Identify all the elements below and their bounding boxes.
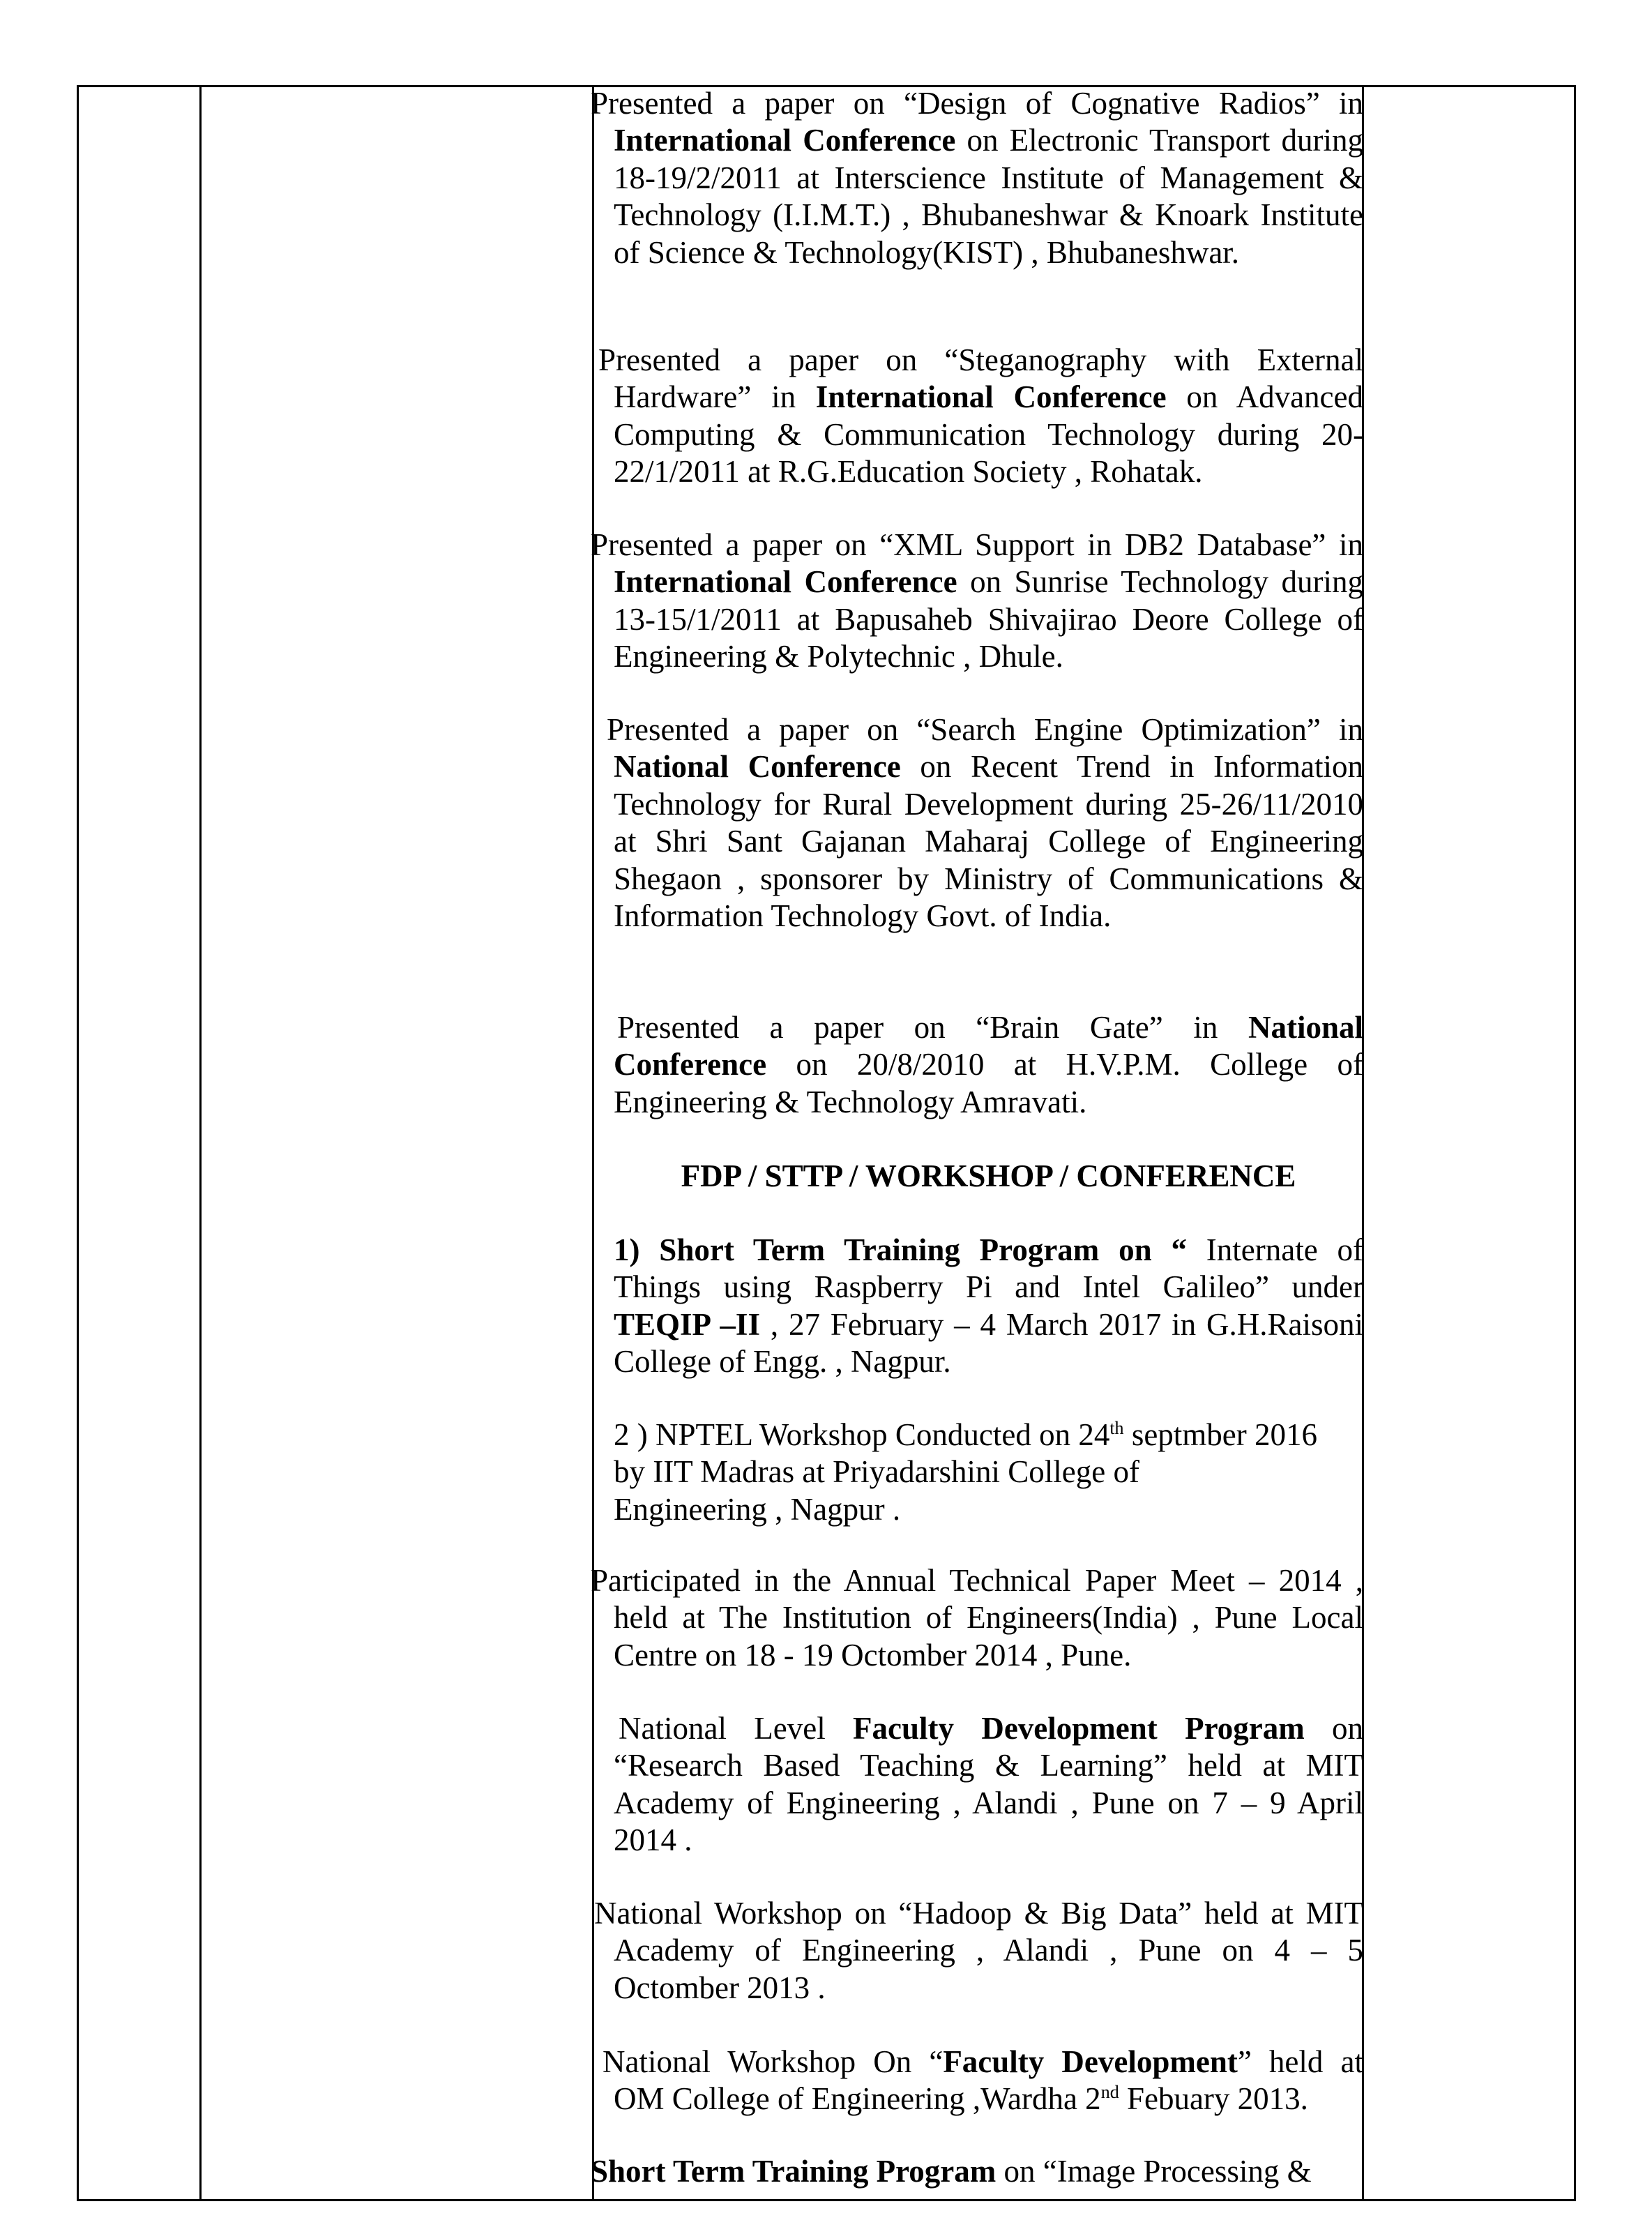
- entry-text: on Advanced Computing & Communication Technology during 20-22/1/2011 at R.G.Education Society , Rohatak.: [614, 379, 1363, 490]
- superscript: nd: [1100, 2082, 1119, 2103]
- entry-bold-text: International Conference: [614, 123, 956, 158]
- entry-text: on Sunrise Technology during 13-15/1/2011 at Bapusaheb Shivajirao Deore College of Engineering & Polytechnic , Dhule.: [614, 564, 1363, 674]
- entry-text: Presented a paper on “Design of Cognative Radios” in: [591, 86, 1363, 121]
- entry-text: on “Image Processing &: [996, 2154, 1312, 2189]
- entry-text: Presented a paper on “Search Engine Optimization” in: [607, 712, 1363, 747]
- paper-entry-seo: [607, 711, 1363, 935]
- paper-entry-brain-gate: [614, 1009, 1363, 1121]
- entry-bold-text: International Conference: [815, 379, 1167, 415]
- entry-text: on Recent Trend in Information Technology for Rural Development during 25-26/11/2010 at Shri Sant Gajanan Maharaj College of Engineering Shegaon , sponsorer by Ministry of Communications & Information Technology Govt. of India.: [614, 749, 1363, 934]
- entry-bold-text: National Conference: [614, 749, 901, 785]
- entry-bold-text: Faculty Development Program: [853, 1711, 1305, 1746]
- entry-text: Febuary 2013.: [1119, 2081, 1308, 2117]
- fdp-entry-paper-meet: [591, 1562, 1363, 1674]
- fdp-entry-research-teaching: [614, 1710, 1363, 1859]
- entry-line: Engineering , Nagpur .: [614, 1491, 901, 1527]
- entry-bold-text: Faculty Development: [943, 2044, 1238, 2079]
- paper-entry-cognitive-radios: [591, 85, 1363, 271]
- entry-text: National Level: [619, 1711, 854, 1746]
- entry-text: National Workshop on “Hadoop & Big Data” held at MIT Academy of Engineering , Alandi , Pune on 4 – 5 Octomber 2013 .: [594, 1896, 1363, 2005]
- fdp-entry-sttp-image: [591, 2153, 1363, 2190]
- entry-text: Internate of Things using Raspberry Pi and Intel Galileo” under: [614, 1232, 1363, 1305]
- entry-bold-text: International Conference: [614, 564, 957, 600]
- entry-text: Participated in the Annual Technical Paper Meet – 2014 , held at The Institution of Engineers(India) , Pune Local Centre on 18 - 19 Octomber 2014 , Pune.: [591, 1563, 1363, 1673]
- superscript: th: [1109, 1418, 1124, 1438]
- fdp-entry-sttp-iot: [614, 1232, 1363, 1381]
- entry-line: by IIT Madras at Priyadarshini College of: [614, 1454, 1139, 1490]
- entry-text: on Electronic Transport during 18-19/2/2011 at Interscience Institute of Management & Technology (I.I.M.T.) , Bhubaneshwar & Knoark Institute of Science & Technology(KIST) , Bhubaneshwar.: [614, 123, 1363, 270]
- fdp-entry-hadoop: [594, 1895, 1363, 2007]
- entry-text: , 27 February – 4 March 2017 in G.H.Raisoni College of Engg. , Nagpur.: [614, 1306, 1363, 1380]
- section-heading: FDP / STTP / WORKSHOP / CONFERENCE: [681, 1158, 1296, 1193]
- entry-text: Presented a paper on “Brain Gate” in: [617, 1010, 1248, 1045]
- entry-bold-text: 1) Short Term Training Program on “: [614, 1232, 1187, 1267]
- paper-entry-steganography: [598, 342, 1363, 491]
- entry-text: Presented a paper on “XML Support in DB2 Database” in: [591, 527, 1363, 562]
- entry-line: [614, 1417, 1363, 1454]
- entry-text: Presented a paper on “Steganography with External Hardware” in: [598, 342, 1363, 415]
- entry-bold-text: TEQIP –II: [614, 1306, 760, 1342]
- entry-text: on “Research Based Teaching & Learning” held at MIT Academy of Engineering , Alandi , Pune on 7 – 9 April 2014 .: [614, 1711, 1364, 1858]
- entry-text: 2 ) NPTEL Workshop Conducted on 24: [614, 1417, 1110, 1452]
- paper-entry-xml-db2: [591, 527, 1363, 676]
- entry-text: ” held at OM College of Engineering ,Wardha 2: [614, 2044, 1363, 2117]
- entry-text: septmber 2016: [1123, 1417, 1318, 1452]
- entry-bold-text: Short Term Training Program: [591, 2154, 996, 2189]
- entry-text: National Workshop On “: [603, 2044, 944, 2079]
- entry-text: on 20/8/2010 at H.V.P.M. College of Engineering & Technology Amravati.: [614, 1047, 1363, 1119]
- fdp-entry-nptel: [614, 1417, 1363, 1528]
- entry-bold-text: National Conference: [614, 1010, 1363, 1082]
- fdp-entry-om-college: [603, 2044, 1363, 2118]
